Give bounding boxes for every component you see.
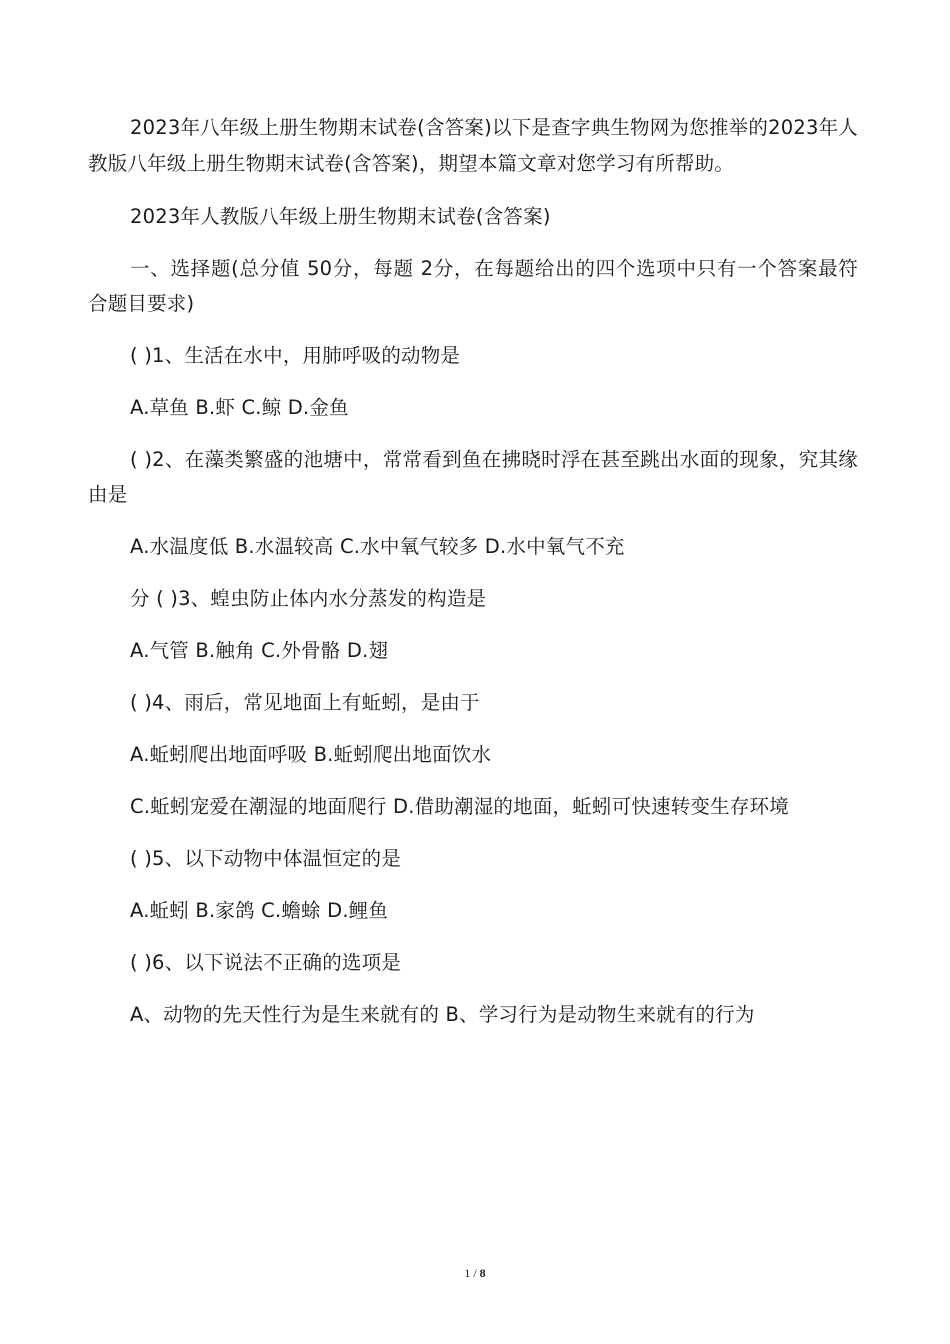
question-6-options: A、动物的先天性行为是生来就有的 B、学习行为是动物生来就有的行为 [130,1003,755,1026]
intro-paragraph: 2023年八年级上册生物期末试卷(含答案)以下是查字典生物网为您推举的2023年人教版八年级上册生物期末试卷(含答案)，期望本篇文章对您学习有所帮助。 [88,116,858,175]
page-number [0,1266,950,1281]
question-1: ( )1、生活在水中，用肺呼吸的动物是 [130,344,461,367]
document-body [88,110,858,1049]
question-4-options-c-d: C.蚯蚓宠爱在潮湿的地面爬行 D.借助潮湿的地面，蚯蚓可快速转变生存环境 [130,795,789,818]
question-1-options: A.草鱼 B.虾 C.鲸 D.金鱼 [130,396,349,419]
question-2: ( )2、在藻类繁盛的池塘中，常常看到鱼在拂晓时浮在甚至跳出水面的现象，究其缘由是 [88,448,858,506]
page-current: 1 [464,1266,471,1280]
section-heading: 一、选择题(总分值 50分，每题 2分，在每题给出的四个选项中只有一个答案最符合题目要求) [88,257,858,315]
question-2-options: A.水温度低 B.水温较高 C.水中氧气较多 D.水中氧气不充 [130,535,625,558]
question-6: ( )6、以下说法不正确的选项是 [130,951,402,974]
question-3-options: A.气管 B.触角 C.外骨骼 D.翅 [130,639,389,662]
exam-title: 2023年人教版八年级上册生物期末试卷(含答案) [130,205,551,228]
question-4: ( )4、雨后，常见地面上有蚯蚓，是由于 [130,691,480,714]
question-5-options: A.蚯蚓 B.家鸽 C.蟾蜍 D.鲤鱼 [130,899,389,922]
page-separator: / [470,1266,480,1280]
question-5: ( )5、以下动物中体温恒定的是 [130,847,402,870]
question-4-options-a-b: A.蚯蚓爬出地面呼吸 B.蚯蚓爬出地面饮水 [130,743,492,766]
page-total: 8 [479,1266,486,1280]
question-3: 分 ( )3、蝗虫防止体内水分蒸发的构造是 [130,587,487,610]
